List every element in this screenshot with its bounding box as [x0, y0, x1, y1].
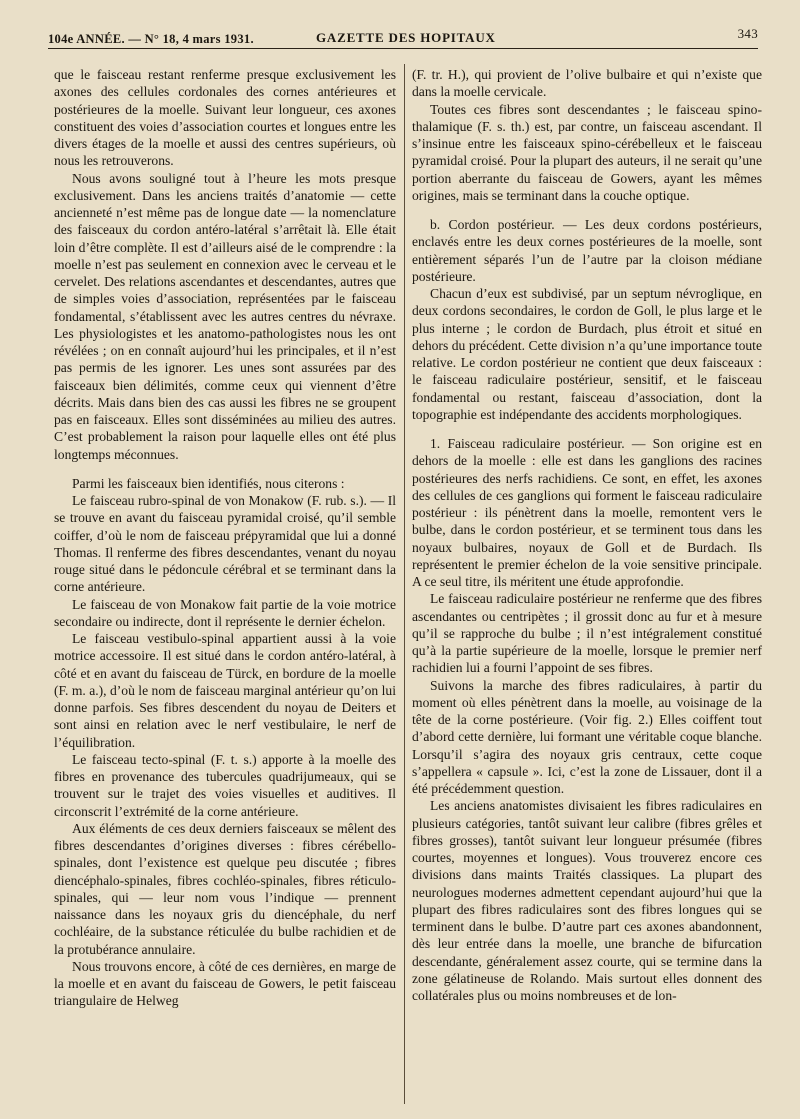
paragraph: Les anciens anatomistes divisaient les fibres radiculaires en plusieurs catégories, tantôt suivant leur calibre (fibres grêles et fibres grosses), tantôt suivant leur longueur présumée (fibres courtes, moyennes et longues). Vous trouverez encore ces divisions dans maints Traités classiques. La plupart des neurologues modernes admettent cependant aujourd’hui que la plupart des fibres radiculaires sont des fibres longues qui se terminent dans le bulbe. D’autre part ces axones abandonnent, dès leur entrée dans la moelle, une branche de bifurcation descendante, généralement assez courte, qui se termine dans la zone gélatineuse de Rolando. Mais surtout elles donnent des collatérales plus ou moins nombreuses et de lon-: [412, 798, 762, 1003]
paragraph: Aux éléments de ces deux derniers faisceaux se mêlent des fibres descendantes d’origines diverses : fibres cérébello-spinales, dont l’existence est quelque peu discutée ; fibres diencéphalo-spinales, fibres cochléo-spinales, fibres réticulo-spinales, qui — leur nom vous l’indique — prennent naissance dans les noyaux gris du diencéphale, du nerf cochléaire, de la substance réticulée du bulbe rachidien et de la protubérance annulaire.: [54, 820, 396, 957]
paragraph: 1. Faisceau radiculaire postérieur. — Son origine est en dehors de la moelle : elle est dans les ganglions des racines postérieures des nerfs rachidiens. Ce sont, en effet, les axones des cellules de ces ganglions qui forment le faisceau radiculaire postérieur : ils pénètrent dans la moelle, remontent vers le bulbe, dans le cordon postérieur, et se terminent tous dans les noyaux bulbaires, noyaux de Goll et de Burdach. Ils représentent le premier échelon de la voie sensitive principale. A ce seul titre, ils méritent une étude approfondie.: [412, 436, 762, 589]
page-number: 343: [737, 26, 758, 41]
paragraph: Parmi les faisceaux bien identifiés, nous citerons :: [72, 475, 345, 491]
paragraph: (F. tr. H.), qui provient de l’olive bulbaire et qui n’existe que dans la moelle cervicale.: [412, 67, 762, 100]
paragraph: Suivons la marche des fibres radiculaires, à partir du moment où elles pénètrent dans la moelle, au voisinage de la tête de la corne postérieure. (Voir fig. 2.) Elles coiffent tout d’abord cette dernière, lui formant une véritable coque blanche. Lorsqu’il s’agira des noyaux gris centraux, cette coque s’appellera « capsule ». Ici, c’est la zone de Lissauer, dont il a été précédemment question.: [412, 677, 762, 796]
paragraph: Le faisceau rubro-spinal de von Monakow (F. rub. s.). — Il se trouve en avant du faisceau pyramidal croisé, qu’il semble coiffer, d’où le nom de faisceau prépyramidal que lui a donné Thomas. Il renferme des fibres descendantes, venant du noyau rouge situé dans le pédoncule cérébral et se terminant dans la corne antérieure.: [54, 493, 396, 595]
paragraph: Le faisceau de von Monakow fait partie de la voie motrice secondaire ou indirecte, dont il représente le dernier échelon.: [54, 596, 396, 629]
paragraph: que le faisceau restant renferme presque exclusivement les axones des cellules cordonales des cornes antérieures et postérieures de la moelle. Suivant leur longueur, ces axones constituent des voies d’association courtes et longues entre les divers étages de la moelle et aussi des centres supérieurs, où nous les retrouverons.: [54, 67, 396, 169]
paragraph: Le faisceau vestibulo-spinal appartient aussi à la voie motrice accessoire. Il est situé dans le cordon antéro-latéral, à côté et en avant du faisceau de Türck, en bordure de la moelle (F. m. a.), d’où le nom de faisceau marginal antérieur qu’on lui donne parfois. Ses fibres descendent du noyau de Deiters et sont ainsi en relation avec le nerf vestibulaire, le nerf de l’équilibration.: [54, 631, 396, 750]
journal-title: GAZETTE DES HOPITAUX: [316, 30, 496, 45]
paragraph: Nous avons souligné tout à l’heure les mots presque exclusivement. Dans les anciens traités d’anatomie — cette ancienneté n’est même pas de longue date — la nomenclature des faisceaux du cordon antéro-latéral s’arrêtait là. Elle était loin d’être complète. Il est d’ailleurs aisé de le comprendre : la moelle n’est pas seulement en connexion avec le cerveau et le cervelet. Des relations ascendantes et descendantes, autres que de simples voies d’association, représentées par le faisceau fondamental, s’établissent avec les autres centres du névraxe. Les physiologistes et les anatomo-pathologistes nous les ont révélées ; on en connaît aujourd’hui les principales, et il n’est pas permis de les ignorer. Les unes sont assurées par des faisceaux bien délimités, comme ceux qui viennent d’être décrits. Mais dans bien des cas aussi les fibres ne se groupent pas en faisceaux. Elles sont disséminées au milieu des autres. C’est probablement la raison pour laquelle elles ont été plus longtemps méconnues.: [54, 170, 396, 462]
running-header: [48, 26, 758, 48]
paragraph: b. Cordon postérieur. — Les deux cordons postérieurs, enclavés entre les deux cornes postérieures de la moelle, sont entièrement séparés l’un de l’autre par la cloison médiane postérieure.: [412, 217, 762, 284]
paragraph: Le faisceau radiculaire postérieur ne renferme que des fibres ascendantes ou centripètes ; il grossit donc au fur et à mesure qu’il se rapproche du bulbe ; il n’est intégralement constitué qu’à la partie supérieure de la moelle, lorsque le premier nerf rachidien lui a fourni l’appoint de ses fibres.: [412, 591, 762, 676]
left-column: [54, 66, 396, 1010]
column-divider: [404, 64, 405, 1104]
header-rule: [48, 48, 758, 49]
paragraph: Toutes ces fibres sont descendantes ; le faisceau spino-thalamique (F. s. th.) est, par contre, un faisceau ascendant. Il s’insinue entre les faisceaux spino-cérébelleux et le faisceau pyramidal croisé. Pour la plupart des auteurs, il ne serait qu’une portion aberrante du faisceau de Gowers, ayant les mêmes origines, mais se terminant dans la couche optique.: [412, 101, 762, 203]
issue-info: 104e ANNÉE. — N° 18, 4 mars 1931.: [48, 32, 254, 46]
paragraph: Le faisceau tecto-spinal (F. t. s.) apporte à la moelle des fibres en provenance des tubercules quadrijumeaux, qui se trouvent sur le trajet des voies visuelles et auditives. Il circonscrit l’extrémité de la corne antérieure.: [54, 751, 396, 819]
paragraph: Chacun d’eux est subdivisé, par un septum névroglique, en deux cordons secondaires, le cordon de Goll, le plus large et le plus interne ; le cordon de Burdach, plus étroit et situé en dehors du précédent. Cette division n’a qu’une importance toute relative. Le cordon postérieur ne contient que deux faisceaux : le faisceau radiculaire postérieur, sensitif, et le faisceau fondamental ou restant, faisceau d’association, dont la topographie est indépendante des accidents morphologiques.: [412, 286, 762, 422]
right-column: [412, 66, 762, 1004]
paragraph: Nous trouvons encore, à côté de ces dernières, en marge de la moelle et en avant du faisceau de Gowers, le petit faisceau triangulaire de Helweg: [54, 958, 396, 1009]
